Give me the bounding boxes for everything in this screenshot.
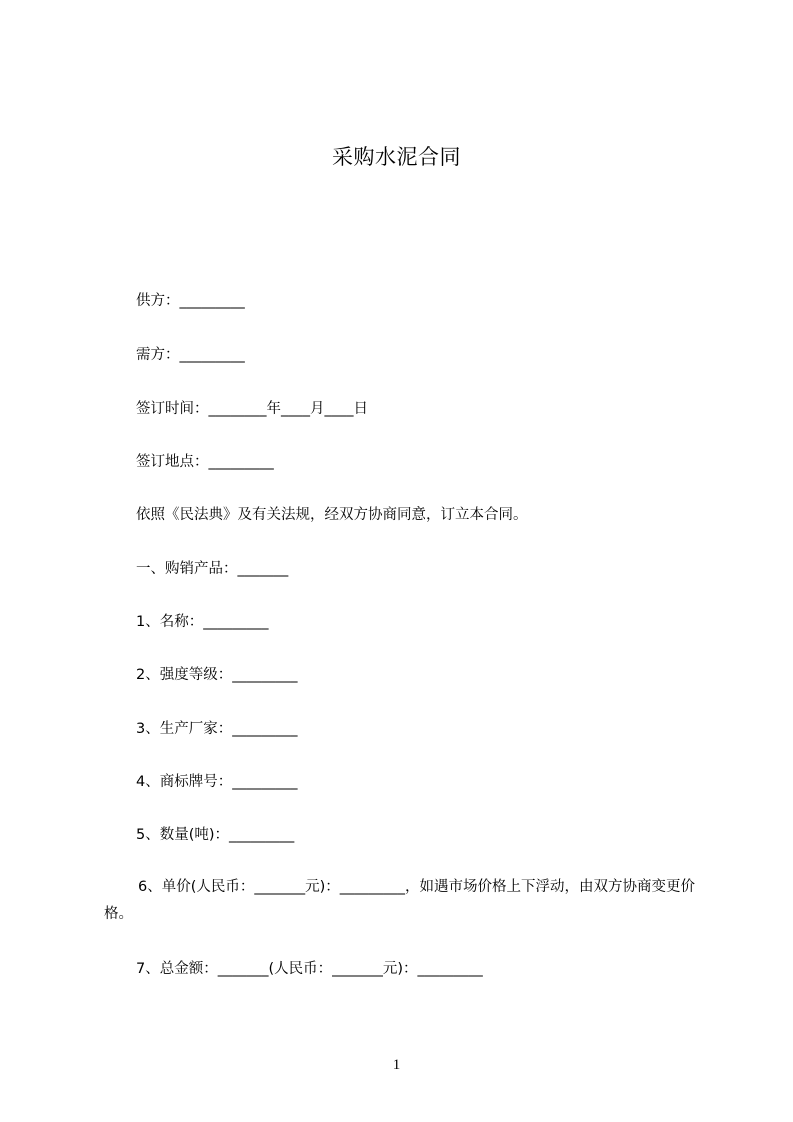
document-title: 采购水泥合同 — [332, 145, 461, 169]
product-name-line: 1、名称：_________ — [136, 614, 269, 630]
signing-date-line: 签订时间：________年____月____日 — [136, 401, 368, 417]
total-amount-line: 7、总金额：_______(人民币：_______元)：_________ — [136, 961, 483, 977]
signing-place-line: 签订地点：_________ — [136, 454, 274, 470]
section-products-heading: 一、购销产品：_______ — [136, 561, 289, 577]
unit-price-paragraph: 6、单价(人民币：_______元)：_________，如遇市场价格上下浮动，由双方协商变更价格。 — [104, 879, 696, 922]
quantity-line: 5、数量(吨)：_________ — [136, 827, 295, 843]
buyer-line: 需方：_________ — [136, 347, 245, 363]
trademark-line: 4、商标牌号：_________ — [136, 774, 298, 790]
supplier-line: 供方：_________ — [136, 293, 245, 309]
page-number: 1 — [392, 1057, 401, 1073]
strength-grade-line: 2、强度等级：_________ — [136, 667, 298, 683]
legal-basis-line: 依照《民法典》及有关法规，经双方协商同意，订立本合同。 — [136, 507, 528, 523]
manufacturer-line: 3、生产厂家：_________ — [136, 721, 298, 737]
